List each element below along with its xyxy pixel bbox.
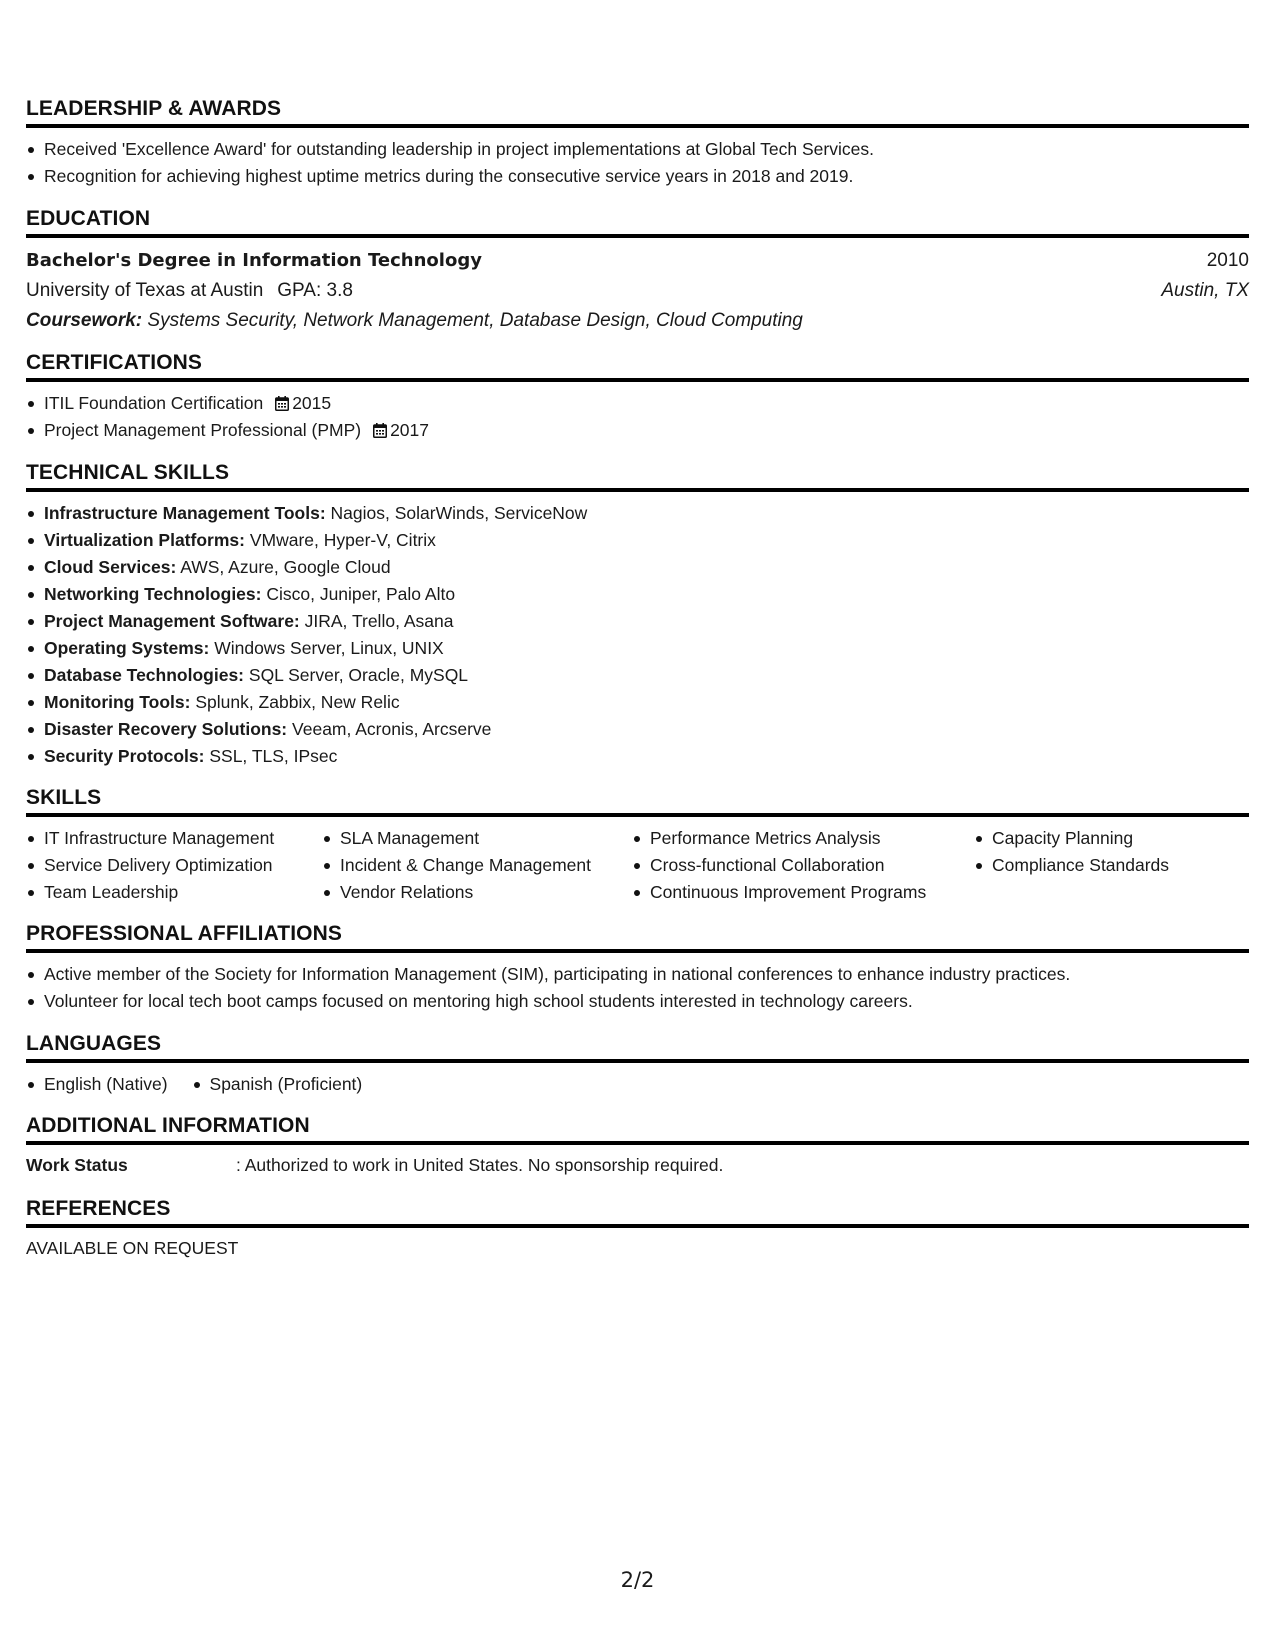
list-item: Incident & Change Management (322, 852, 632, 879)
skill-values: SQL Server, Oracle, MySQL (248, 665, 469, 685)
skill-category: Security Protocols: (44, 746, 205, 766)
list-item (26, 554, 1249, 581)
list-item: Received 'Excellence Award' for outstanding leadership in project implementations at Global Tech Services. (26, 136, 1249, 163)
skill-values: Windows Server, Linux, UNIX (214, 638, 444, 658)
section-divider (26, 124, 1249, 128)
leadership-section (26, 96, 1249, 190)
work-status-value: : Authorized to work in United States. No sponsorship required. (236, 1155, 724, 1175)
skill-category: Monitoring Tools: (44, 692, 191, 712)
additional-info-section (26, 1113, 1249, 1177)
list-item: Volunteer for local tech boot camps focused on mentoring high school students interested in technology careers. (26, 988, 1249, 1015)
calendar-icon (373, 423, 387, 438)
references-section (26, 1196, 1249, 1260)
coursework (26, 306, 1249, 336)
certification-year: 2015 (292, 393, 332, 413)
skill-values: Splunk, Zabbix, New Relic (195, 692, 400, 712)
section-divider (26, 813, 1249, 817)
section-title: ADDITIONAL INFORMATION (26, 1114, 310, 1137)
section-title: PROFESSIONAL AFFILIATIONS (26, 922, 342, 945)
skill-values: VMware, Hyper-V, Citrix (249, 530, 436, 550)
list-item: Vendor Relations (322, 879, 632, 906)
education-school-row (26, 276, 1249, 306)
section-title: TECHNICAL SKILLS (26, 461, 230, 484)
skills-column (632, 825, 974, 906)
technical-skills-section (26, 460, 1249, 770)
skills-section (26, 785, 1249, 906)
section-title: REFERENCES (26, 1197, 171, 1220)
work-status-label: Work Status (26, 1155, 128, 1175)
certifications-list (26, 390, 1249, 444)
skill-category: Cloud Services: (44, 557, 177, 577)
list-item (26, 581, 1249, 608)
coursework-label: Coursework: (26, 310, 143, 331)
references-text: AVAILABLE ON REQUEST (26, 1238, 239, 1258)
coursework-value: Systems Security, Network Management, Database Design, Cloud Computing (147, 310, 803, 331)
languages-list (26, 1071, 1249, 1098)
affiliations-section (26, 921, 1249, 1015)
languages-section (26, 1031, 1249, 1098)
school-name: University of Texas at Austin (26, 280, 264, 301)
certification-year: 2017 (390, 420, 430, 440)
section-divider (26, 949, 1249, 953)
work-status-row (26, 1153, 1249, 1177)
list-item (26, 527, 1249, 554)
list-item: English (Native) (26, 1071, 168, 1098)
list-item (26, 608, 1249, 635)
list-item: Capacity Planning (974, 825, 1249, 852)
skills-column (322, 825, 632, 906)
list-item: Team Leadership (26, 879, 322, 906)
section-divider (26, 1224, 1249, 1228)
skill-category: Infrastructure Management Tools: (44, 503, 326, 523)
section-title: EDUCATION (26, 207, 151, 230)
gpa: GPA: 3.8 (277, 280, 353, 301)
list-item (26, 716, 1249, 743)
list-item: Active member of the Society for Information Management (SIM), participating in national conferences to enhance industry practices. (26, 961, 1249, 988)
list-item: Performance Metrics Analysis (632, 825, 974, 852)
calendar-icon (275, 396, 289, 411)
list-item: SLA Management (322, 825, 632, 852)
skills-column (26, 825, 322, 906)
section-title: CERTIFICATIONS (26, 351, 203, 374)
graduation-year: 2010 (1206, 250, 1249, 271)
skill-values: Nagios, SolarWinds, ServiceNow (330, 503, 588, 523)
list-item (26, 417, 1249, 444)
education-degree-row (26, 246, 1249, 276)
list-item (26, 390, 1249, 417)
skill-values: Veeam, Acronis, Arcserve (292, 719, 492, 739)
list-item: Continuous Improvement Programs (632, 879, 974, 906)
list-item (26, 500, 1249, 527)
list-item (26, 689, 1249, 716)
list-item: Recognition for achieving highest uptime metrics during the consecutive service years in 2018 and 2019. (26, 163, 1249, 190)
list-item: Cross-functional Collaboration (632, 852, 974, 879)
skill-category: Virtualization Platforms: (44, 530, 245, 550)
skill-category: Database Technologies: (44, 665, 245, 685)
section-divider (26, 1141, 1249, 1145)
section-title: LEADERSHIP & AWARDS (26, 97, 282, 120)
education-section (26, 206, 1249, 336)
list-item: IT Infrastructure Management (26, 825, 322, 852)
list-item (26, 743, 1249, 770)
technical-skills-list (26, 500, 1249, 770)
list-item: Service Delivery Optimization (26, 852, 322, 879)
resume-page (26, 96, 1249, 1260)
skills-grid (26, 825, 1249, 906)
skill-values: SSL, TLS, IPsec (209, 746, 338, 766)
list-item: Spanish (Proficient) (192, 1071, 363, 1098)
skill-category: Disaster Recovery Solutions: (44, 719, 288, 739)
section-title: SKILLS (26, 786, 102, 809)
section-divider (26, 234, 1249, 238)
certification-name: ITIL Foundation Certification (44, 393, 264, 413)
skill-category: Operating Systems: (44, 638, 210, 658)
school-location: Austin, TX (1161, 280, 1249, 301)
certifications-section (26, 350, 1249, 444)
skill-category: Networking Technologies: (44, 584, 262, 604)
list-item (26, 662, 1249, 689)
skill-category: Project Management Software: (44, 611, 300, 631)
section-divider (26, 1059, 1249, 1063)
list-item: Compliance Standards (974, 852, 1249, 879)
page-number: 2/2 (620, 1568, 655, 1592)
certification-name: Project Management Professional (PMP) (44, 420, 362, 440)
section-divider (26, 378, 1249, 382)
skills-column (974, 825, 1249, 906)
affiliations-list (26, 961, 1249, 1015)
skill-values: Cisco, Juniper, Palo Alto (266, 584, 456, 604)
school-info (26, 276, 353, 306)
section-divider (26, 488, 1249, 492)
skill-values: JIRA, Trello, Asana (304, 611, 454, 631)
leadership-list (26, 136, 1249, 190)
skill-values: AWS, Azure, Google Cloud (180, 557, 391, 577)
section-title: LANGUAGES (26, 1032, 162, 1055)
degree-title: Bachelor's Degree in Information Technology (26, 250, 482, 271)
list-item (26, 635, 1249, 662)
